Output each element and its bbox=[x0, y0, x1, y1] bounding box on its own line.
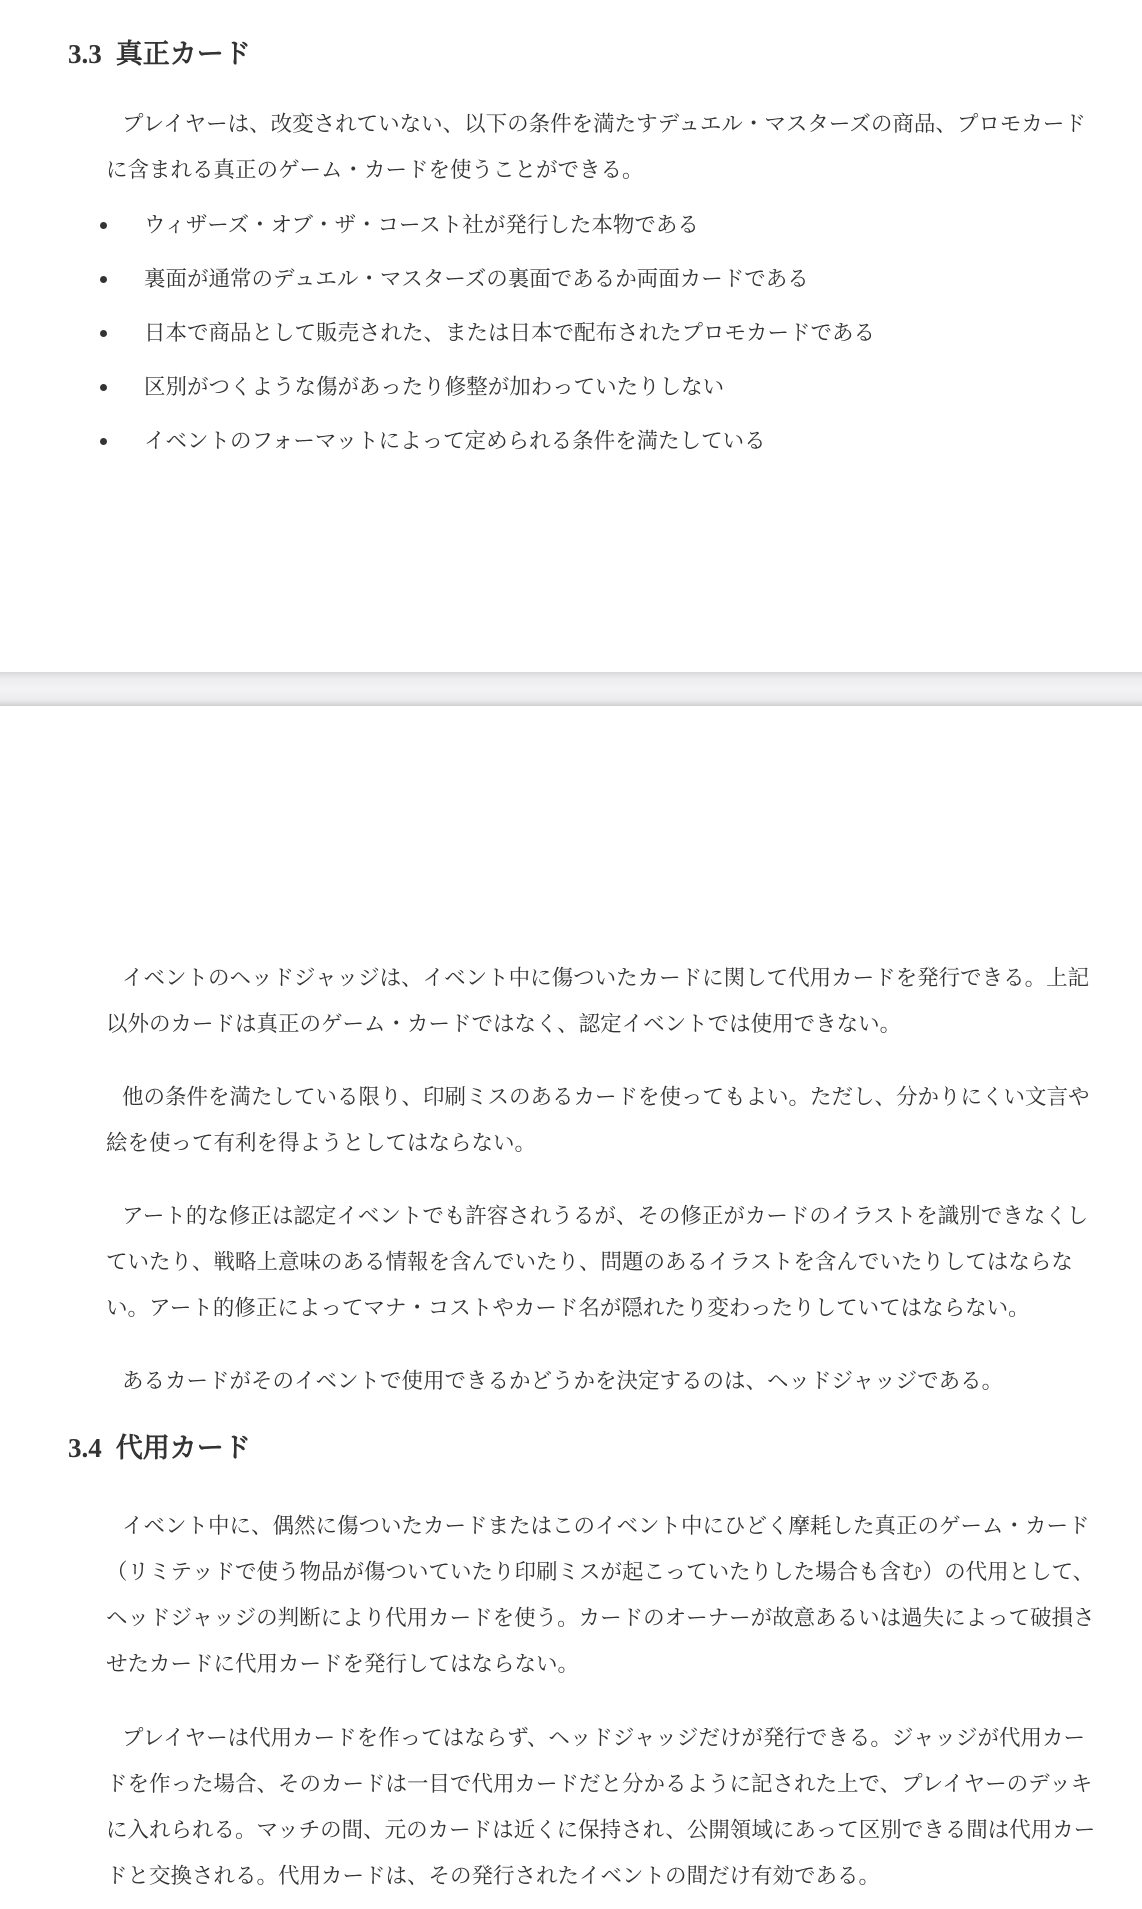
condition-text: イベントのフォーマットによって定められる条件を満たしている bbox=[144, 429, 766, 454]
misprint-paragraph: 他の条件を満たしている限り、印刷ミスのあるカードを使ってもよい。ただし、分かりにくい文言や絵を使って有利を得ようとしてはならない。 bbox=[106, 1085, 1090, 1156]
art-modification-paragraph: アート的な修正は認定イベントでも許容されうるが、その修正がカードのイラストを識別できなくしていたり、戦略上意味のある情報を含んでいたり、問題のあるイラストを含んでいたりしてはならない。アート的修正によってマナ・コストやカード名が隠れたり変わったりしていてはならない。 bbox=[106, 1204, 1089, 1321]
condition-list bbox=[0, 203, 1100, 473]
bullet-icon bbox=[100, 330, 107, 337]
section-3-3-intro: プレイヤーは、改変されていない、以下の条件を満たすデュエル・マスターズの商品、プロモカードに含まれる真正のゲーム・カードを使うことができる。 bbox=[106, 112, 1086, 183]
condition-text: 日本で商品として販売された、または日本で配布されたプロモカードである bbox=[144, 321, 876, 346]
condition-text: 裏面が通常のデュエル・マスターズの裏面であるか両面カードである bbox=[144, 267, 809, 292]
page-separator bbox=[0, 672, 1142, 706]
bullet-icon bbox=[100, 384, 107, 391]
condition-list-item bbox=[0, 365, 1100, 419]
section-3-3-title: 真正カード bbox=[115, 39, 251, 70]
document-page-bottom bbox=[0, 706, 1142, 1909]
bullet-icon bbox=[100, 276, 107, 283]
section-3-4-heading bbox=[68, 1426, 251, 1465]
bullet-icon bbox=[100, 222, 107, 229]
proxy-usage-paragraph: イベント中に、偶然に傷ついたカードまたはこのイベント中にひどく摩耗した真正のゲーム・カード（リミテッドで使う物品が傷ついていたり印刷ミスが起こっていたりした場合も含む）の代用として、ヘッドジャッジの判断により代用カードを使う。カードのオーナーが故意あるいは過失によって破損させたカードに代用カードを発行してはならない。 bbox=[106, 1514, 1095, 1677]
condition-list-item bbox=[0, 203, 1100, 257]
document-page-top bbox=[0, 0, 1142, 672]
condition-list-item bbox=[0, 311, 1100, 365]
condition-list-item bbox=[0, 257, 1100, 311]
head-judge-paragraph: イベントのヘッドジャッジは、イベント中に傷ついたカードに関して代用カードを発行できる。上記以外のカードは真正のゲーム・カードではなく、認定イベントでは使用できない。 bbox=[106, 966, 1090, 1037]
bullet-icon bbox=[100, 438, 107, 445]
condition-text: ウィザーズ・オブ・ザ・コースト社が発行した本物である bbox=[144, 213, 699, 238]
condition-text: 区別がつくような傷があったり修整が加わっていたりしない bbox=[144, 375, 725, 400]
section-3-4-number: 3.4 bbox=[68, 1433, 102, 1463]
section-3-3-number: 3.3 bbox=[68, 39, 102, 69]
section-3-4-title: 代用カード bbox=[115, 1433, 251, 1464]
condition-list-item bbox=[0, 419, 1100, 473]
proxy-issuing-paragraph: プレイヤーは代用カードを作ってはならず、ヘッドジャッジだけが発行できる。ジャッジが代用カードを作った場合、そのカードは一目で代用カードだと分かるように記された上で、プレイヤーのデッキに入れられる。マッチの間、元のカードは近くに保持され、公開領域にあって区別できる間は代用カードと交換される。代用カードは、その発行されたイベントの間だけ有効である。 bbox=[106, 1726, 1096, 1889]
section-3-3-heading bbox=[68, 32, 251, 71]
head-judge-decision-paragraph: あるカードがそのイベントで使用できるかどうかを決定するのは、ヘッドジャッジである。 bbox=[122, 1369, 1004, 1394]
